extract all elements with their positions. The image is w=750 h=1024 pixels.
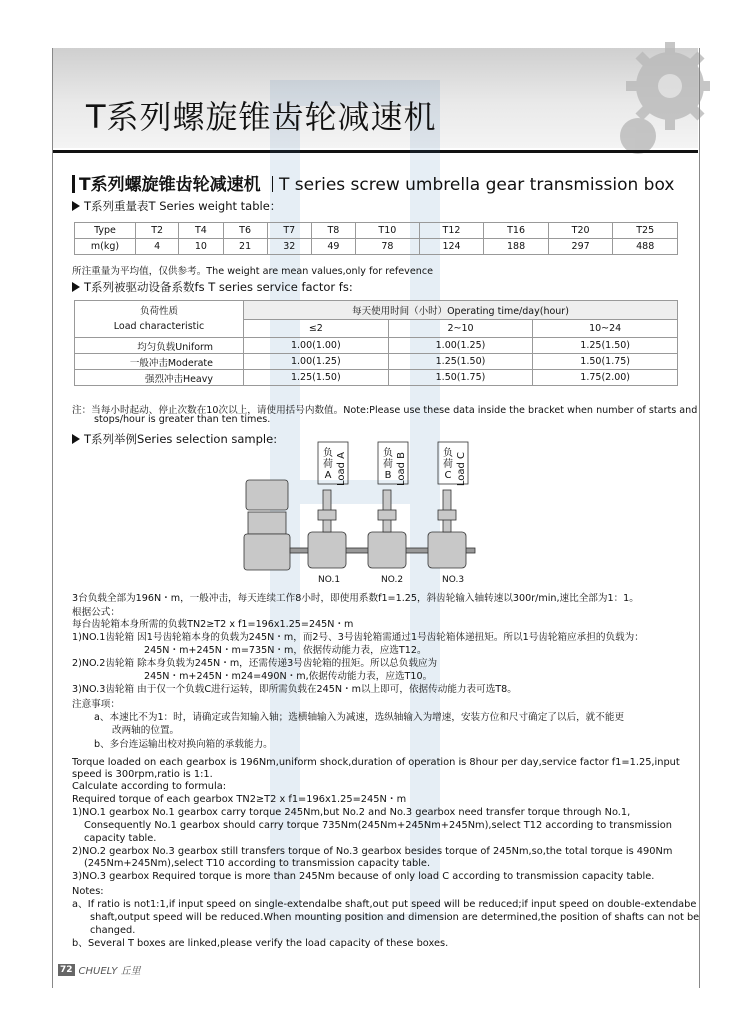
en-line: a、If ratio is not1:1,if input speed on single-extendalbe shaft,out put speed will be reduced;if input speed on double-extendabe xyxy=(72,899,697,910)
cn-line: 2)NO.2齿轮箱 除本身负载为245N・m，还需传递3号齿轮箱的扭矩。所以总负载应为 xyxy=(72,658,438,669)
factor-heading: T系列被驱动设备系数fs T series service factor fs: xyxy=(72,279,353,295)
weight-heading: T系列重量表T Series weight table： xyxy=(72,198,281,214)
operating-time-header: 每天使用时间（小时）Operating time/day(hour) xyxy=(244,301,678,320)
factor-row: 均匀负载Uniform 1.00(1.00) 1.00(1.25) 1.25(1.50) xyxy=(75,338,678,354)
service-factor-table xyxy=(74,300,678,386)
factor-note-2: stops/hour is greater than ten times. xyxy=(94,414,271,425)
en-line: 2)NO.2 gearbox No.3 gearbox still transfers torque of No.3 gearbox besides torque of 245Nm,so,the total torque is 490Nm xyxy=(72,846,673,857)
time-columns: ≤2 2~10 10~24 xyxy=(75,319,678,338)
cn-line: 245N・m+245N・m=735N・m，依据传动能力表，应选T12。 xyxy=(144,645,427,656)
cn-line: 1)NO.1齿轮箱 因1号齿轮箱本身的负载为245N・m，而2号、3号齿轮箱需通过1号齿轮箱体递扭矩。所以1号齿轮箱应承担的负载为： xyxy=(72,632,644,643)
en-line: Required torque of each gearbox TN2≥T2 x f1=196x1.25=245N・m xyxy=(72,794,407,805)
factor-row: 一般冲击Moderate 1.00(1.25) 1.25(1.50) 1.50(1.75) xyxy=(75,354,678,370)
section-title-cn: T系列螺旋锥齿轮减速机 xyxy=(79,175,261,195)
weight-type-row: Type T2 T4 T6 T7 T8 T10 T12 T16 T20 T25 xyxy=(75,223,678,239)
en-line: speed is 300rpm,ratio is 1:1. xyxy=(72,769,213,780)
page-footer xyxy=(58,962,141,977)
load-c-en: Load C xyxy=(456,452,467,487)
brand-logo: CHUELY 丘里 xyxy=(78,966,141,977)
cn-line: 3)NO.3齿轮箱 由于仅一个负载C进行运转，即所需负载在245N・m以上即可，依据传动能力表可选T8。 xyxy=(72,684,517,695)
page-title: T系列螺旋锥齿轮减速机 xyxy=(86,98,437,136)
page-number: 72 xyxy=(60,964,73,975)
cn-line: 根据公式： xyxy=(72,607,120,618)
load-c-cn: 负荷 C xyxy=(443,448,453,481)
en-line: changed. xyxy=(90,925,136,936)
section-title-en: T series screw umbrella gear transmission box xyxy=(279,175,675,195)
en-line: Consequently No.1 gearbox should carry torque 735Nm(245Nm+245Nm+245Nm),select T12 according to transmission xyxy=(84,820,672,831)
arrow-icon xyxy=(72,201,80,211)
en-line: Calculate according to formula: xyxy=(72,781,227,792)
unit-label: NO.1 xyxy=(318,575,341,585)
load-b-en: Load B xyxy=(396,452,407,487)
load-characteristic-header: 负荷性质 Load characteristic xyxy=(75,301,244,338)
unit-label: NO.2 xyxy=(381,575,404,585)
cn-line: 改两轴的位置。 xyxy=(112,725,180,736)
load-b-cn: 负荷 B xyxy=(383,448,393,481)
factor-row: 强烈冲击Heavy 1.25(1.50) 1.50(1.75) 1.75(2.00) xyxy=(75,370,678,386)
cn-line: a、本速比不为1：时，请确定或告知输入轴；选横轴输入为减速，选纵轴输入为增速，安装方位和尺寸确定了以后，就不能更 xyxy=(94,712,625,723)
en-line: 1)NO.1 gearbox No.1 gearbox carry torque 245Nm,but No.2 and No.3 gearbox need transfer torque through No.1, xyxy=(72,807,631,818)
weight-mass-row: m(kg) 4 10 21 32 49 78 124 188 297 488 xyxy=(75,239,678,255)
arrow-icon xyxy=(72,434,80,444)
arrow-icon xyxy=(72,282,80,292)
factor-note-1: 注：当每小时起动、停止次数在10次以上，请使用括号内数值。Note:Please use these data inside the bracket when number of starts and xyxy=(72,405,698,416)
weight-table xyxy=(74,222,678,255)
en-line: b、Several T boxes are linked,please verify the load capacity of these boxes. xyxy=(72,938,449,949)
section-title xyxy=(72,170,674,195)
load-a-en: Load A xyxy=(336,452,347,487)
unit-label: NO.3 xyxy=(442,575,465,585)
en-line: Notes: xyxy=(72,886,104,897)
en-line: capacity table. xyxy=(84,833,157,844)
sample-heading: T系列举例Series selection sample: xyxy=(72,431,277,447)
cn-line: 注意事项： xyxy=(72,699,120,710)
weight-note: 所注重量为平均值，仅供参考。The weight are mean values,only for refevence xyxy=(72,266,434,277)
cn-line: 245N・m+245N・m24=490N・m,依据传动能力表，应选T10。 xyxy=(144,671,433,682)
en-line: 3)NO.3 gearbox Required torque is more than 245Nm because of only load C according to transmission capacity table. xyxy=(72,871,655,882)
en-line: Torque loaded on each gearbox is 196Nm,uniform shock,duration of operation is 8hour per day,service factor f1=1.25,input xyxy=(72,757,680,768)
cn-line: b、多台连运输出校对换向箱的承载能力。 xyxy=(94,739,273,750)
en-line: (245Nm+245Nm),select T10 according to transmission capacity table. xyxy=(84,858,431,869)
cn-line: 每台齿轮箱本身所需的负载TN2≥T2 x f1=196x1.25=245N・m xyxy=(72,619,354,630)
cn-line: 3台负载全部为196N・m，一般冲击，每天连续工作8小时，即使用系数f1=1.25，斜齿轮输入轴转速以300r/min,速比全部为1：1。 xyxy=(72,593,639,604)
en-line: shaft,output speed will be reduced.When mounting position and dimension are determined,the position of shafts can not be xyxy=(90,912,700,923)
load-a-cn: 负荷 A xyxy=(323,448,333,481)
